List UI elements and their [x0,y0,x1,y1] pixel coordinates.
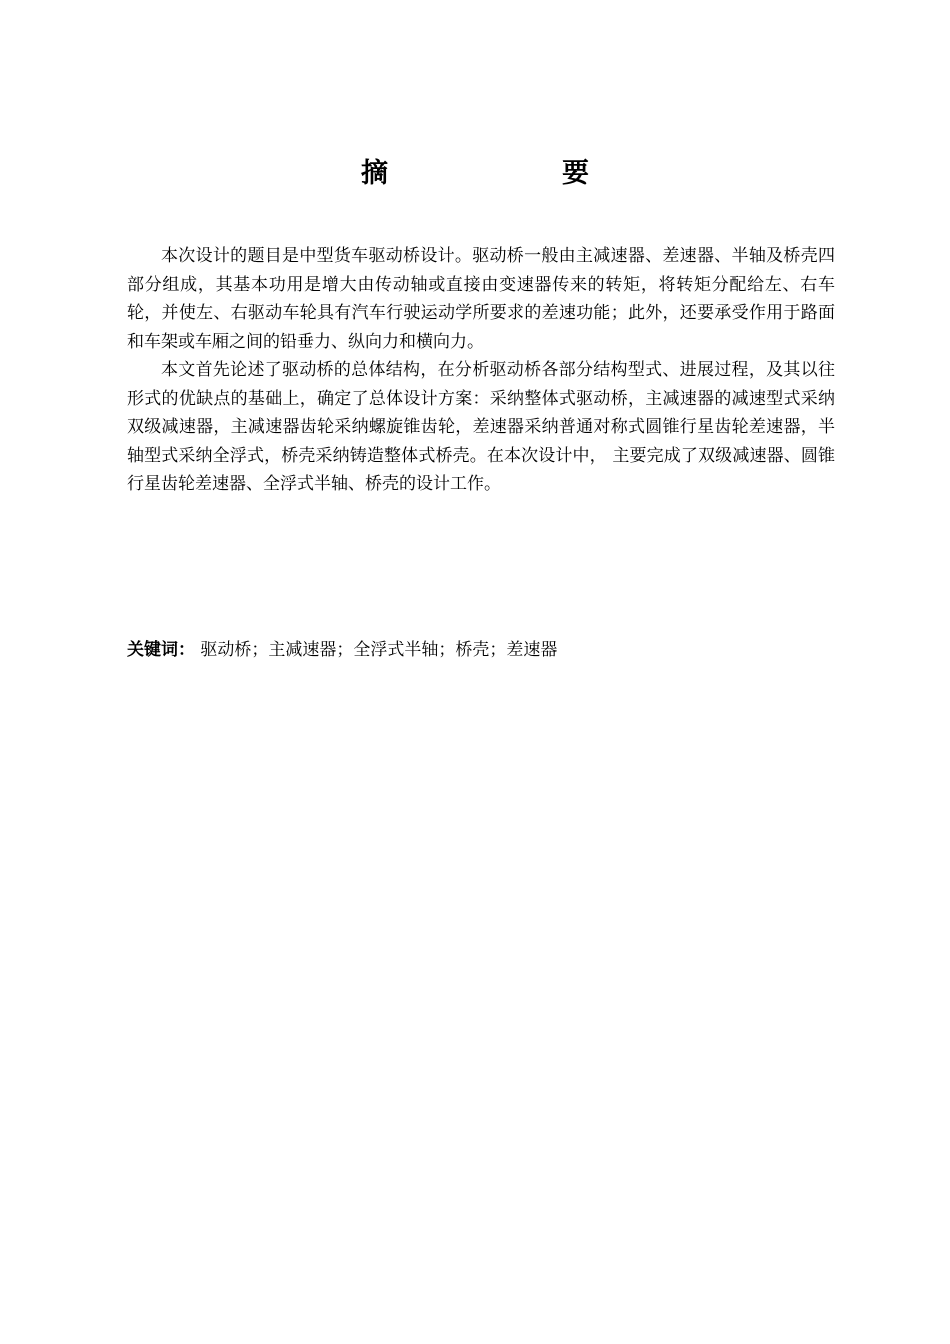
abstract-paragraph-2: 本文首先论述了驱动桥的总体结构，在分析驱动桥各部分结构型式、进展过程，及其以往形式的优缺点的基础上，确定了总体设计方案：采纳整体式驱动桥，主减速器的减速型式采纳双级减速器，主减速器齿轮采纳螺旋锥齿轮，差速器采纳普通对称式圆锥行星齿轮差速器，半轴型式采纳全浮式，桥壳采纳铸造整体式桥壳。在本次设计中， 主要完成了双级减速器、圆锥行星齿轮差速器、全浮式半轴、桥壳的设计工作。 [127,360,835,494]
keywords-text: 驱动桥；主减速器；全浮式半轴；桥壳；差速器 [200,640,558,660]
abstract-paragraph-1: 本次设计的题目是中型货车驱动桥设计。驱动桥一般由主减速器、差速器、半轴及桥壳四部分组成，其基本功用是增大由传动轴或直接由变速器传来的转矩，将转矩分配给左、右车轮，并使左、右驱动车轮具有汽车行驶运动学所要求的差速功能；此外，还要承受作用于路面和车架或车厢之间的铅垂力、纵向力和横向力。 [127,246,835,352]
abstract-body [127,242,835,499]
keywords-label: 关键词： [127,640,195,660]
page-title: 摘 要 [361,158,629,189]
keywords-line [127,636,835,664]
